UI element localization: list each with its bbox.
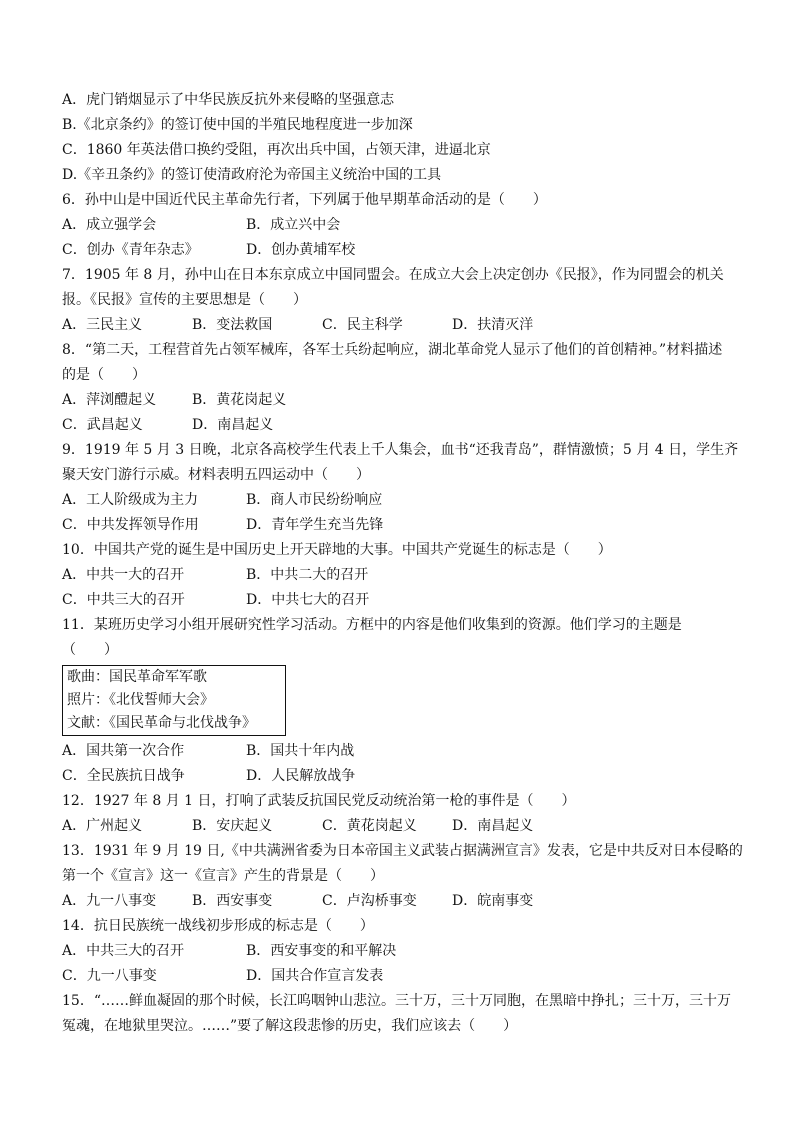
q8-option-a: A．萍浏醴起义 bbox=[62, 392, 157, 408]
q9-option-d: D．青年学生充当先锋 bbox=[246, 517, 384, 533]
q12-option-c: C．黄花岗起义 bbox=[322, 818, 417, 834]
q11-source-song: 歌曲：国民革命军军歌 bbox=[67, 669, 207, 685]
q9-option-a: A．工人阶级成为主力 bbox=[62, 492, 199, 508]
q13-stem-line1: 13．1931 年 9 月 19 日,《中共满洲省委为日本帝国主义武装占据满洲宣言》发表，它是中共反对日本侵略的 bbox=[62, 843, 743, 859]
prev-option-d: D.《辛丑条约》的签订使清政府沦为帝国主义统治中国的工具 bbox=[62, 167, 442, 183]
q8-options-row1 bbox=[62, 388, 742, 413]
q12-option-a: A．广州起义 bbox=[62, 818, 143, 834]
q9-option-b: B．商人市民纷纷响应 bbox=[246, 492, 383, 508]
q6-options-row2 bbox=[62, 238, 742, 263]
q8-option-b: B．黄花岗起义 bbox=[192, 392, 287, 408]
q11-source-photo: 照片：《北伐誓师大会》 bbox=[67, 692, 214, 708]
q14-option-c: C．九一八事变 bbox=[62, 968, 157, 984]
q8-option-c: C．武昌起义 bbox=[62, 417, 143, 433]
q9-options-row1 bbox=[62, 488, 742, 513]
q11-option-d: D．人民解放战争 bbox=[246, 768, 356, 784]
q8-stem-line1: 8．“第二天，工程营首先占领军械库，各军士兵纷起响应，湖北革命党人显示了他们的首创精神。”材料描述 bbox=[62, 342, 723, 358]
q11-options-row2 bbox=[62, 764, 742, 789]
q7-option-b: B．变法救国 bbox=[192, 317, 273, 333]
q14-option-b: B．西安事变的和平解决 bbox=[246, 943, 397, 959]
q14-options-row1 bbox=[62, 939, 742, 964]
q11-stem-line1: 11．某班历史学习小组开展研究性学习活动。方框中的内容是他们收集到的资源。他们学习的主题是 bbox=[62, 617, 682, 633]
q11-options-row1 bbox=[62, 739, 742, 764]
q13-option-b: B．西安事变 bbox=[192, 893, 273, 909]
q6-option-b: B．成立兴中会 bbox=[246, 217, 341, 233]
q12-stem: 12．1927 年 8 月 1 日，打响了武装反抗国民党反动统治第一枪的事件是（ ） bbox=[62, 793, 576, 809]
q7-option-d: D．扶清灭洋 bbox=[452, 317, 534, 333]
q6-stem: 6．孙中山是中国近代民主革命先行者，下列属于他早期革命活动的是（ ） bbox=[62, 192, 547, 208]
q9-stem-line1: 9．1919 年 5 月 3 日晚，北京各高校学生代表上千人集会，血书“还我青岛”，群情激愤；5 月 4 日，学生齐 bbox=[62, 442, 739, 458]
q13-stem-line2: 第一个《宣言》这一《宣言》产生的背景是（ ） bbox=[62, 868, 384, 884]
question-list bbox=[62, 88, 742, 1039]
q14-option-a: A．中共三大的召开 bbox=[62, 943, 185, 959]
q10-options-row2 bbox=[62, 588, 742, 613]
q11-option-a: A．国共第一次合作 bbox=[62, 743, 185, 759]
q10-option-b: B．中共二大的召开 bbox=[246, 567, 369, 583]
q13-option-a: A．九一八事变 bbox=[62, 893, 157, 909]
q8-options-row2 bbox=[62, 413, 742, 438]
q8-option-d: D．南昌起义 bbox=[192, 417, 274, 433]
q7-stem-line1: 7．1905 年 8 月，孙中山在日本东京成立中国同盟会。在成立大会上决定创办《民报》，作为同盟会的机关 bbox=[62, 267, 724, 283]
q14-stem: 14．抗日民族统一战线初步形成的标志是（ ） bbox=[62, 918, 374, 934]
prev-option-b: B.《北京条约》的签订使中国的半殖民地程度进一步加深 bbox=[62, 117, 413, 133]
q15-stem-line1: 15．“……鲜血凝固的那个时候，长江呜咽钟山悲泣。三十万，三十万同胞，在黑暗中挣扎；三十万，三十万 bbox=[62, 993, 731, 1009]
q9-options-row2 bbox=[62, 513, 742, 538]
q11-source-document: 文献：《国民革命与北伐战争》 bbox=[67, 715, 256, 731]
q10-option-c: C．中共三大的召开 bbox=[62, 592, 185, 608]
q7-options-row bbox=[62, 313, 742, 338]
q13-options-row bbox=[62, 889, 742, 914]
q10-option-d: D．中共七大的召开 bbox=[246, 592, 370, 608]
q10-options-row1 bbox=[62, 563, 742, 588]
q13-option-d: D．皖南事变 bbox=[452, 893, 534, 909]
q14-option-d: D．国共合作宣言发表 bbox=[246, 968, 384, 984]
q12-options-row bbox=[62, 814, 742, 839]
q6-option-c: C．创办《青年杂志》 bbox=[62, 242, 199, 258]
q11-stem-line2: （ ） bbox=[62, 642, 118, 658]
q14-options-row2 bbox=[62, 964, 742, 989]
prev-option-c: C．1860 年英法借口换约受阻，再次出兵中国，占领天津，进逼北京 bbox=[62, 142, 491, 158]
q11-option-c: C．全民族抗日战争 bbox=[62, 768, 185, 784]
q10-option-a: A．中共一大的召开 bbox=[62, 567, 185, 583]
q12-option-b: B．安庆起义 bbox=[192, 818, 273, 834]
q11-sources-box bbox=[62, 665, 286, 736]
q7-option-a: A．三民主义 bbox=[62, 317, 143, 333]
q6-option-d: D．创办黄埔军校 bbox=[246, 242, 356, 258]
prev-option-a: A．虎门销烟显示了中华民族反抗外来侵略的坚强意志 bbox=[62, 92, 395, 108]
q9-stem-line2: 聚天安门游行示威。材料表明五四运动中（ ） bbox=[62, 467, 370, 483]
q12-option-d: D．南昌起义 bbox=[452, 818, 534, 834]
q8-stem-line2: 的是（ ） bbox=[62, 367, 146, 383]
q9-option-c: C．中共发挥领导作用 bbox=[62, 517, 199, 533]
q7-stem-line2: 报。《民报》宣传的主要思想是（ ） bbox=[62, 292, 307, 308]
q11-option-b: B．国共十年内战 bbox=[246, 743, 355, 759]
q15-stem-line2: 冤魂，在地狱里哭泣。……”要了解这段悲惨的历史，我们应该去（ ） bbox=[62, 1018, 518, 1034]
q13-option-c: C．卢沟桥事变 bbox=[322, 893, 417, 909]
q6-option-a: A．成立强学会 bbox=[62, 217, 157, 233]
q7-option-c: C．民主科学 bbox=[322, 317, 403, 333]
q6-options-row1 bbox=[62, 213, 742, 238]
q10-stem: 10．中国共产党的诞生是中国历史上开天辟地的大事。中国共产党诞生的标志是（ ） bbox=[62, 542, 612, 558]
